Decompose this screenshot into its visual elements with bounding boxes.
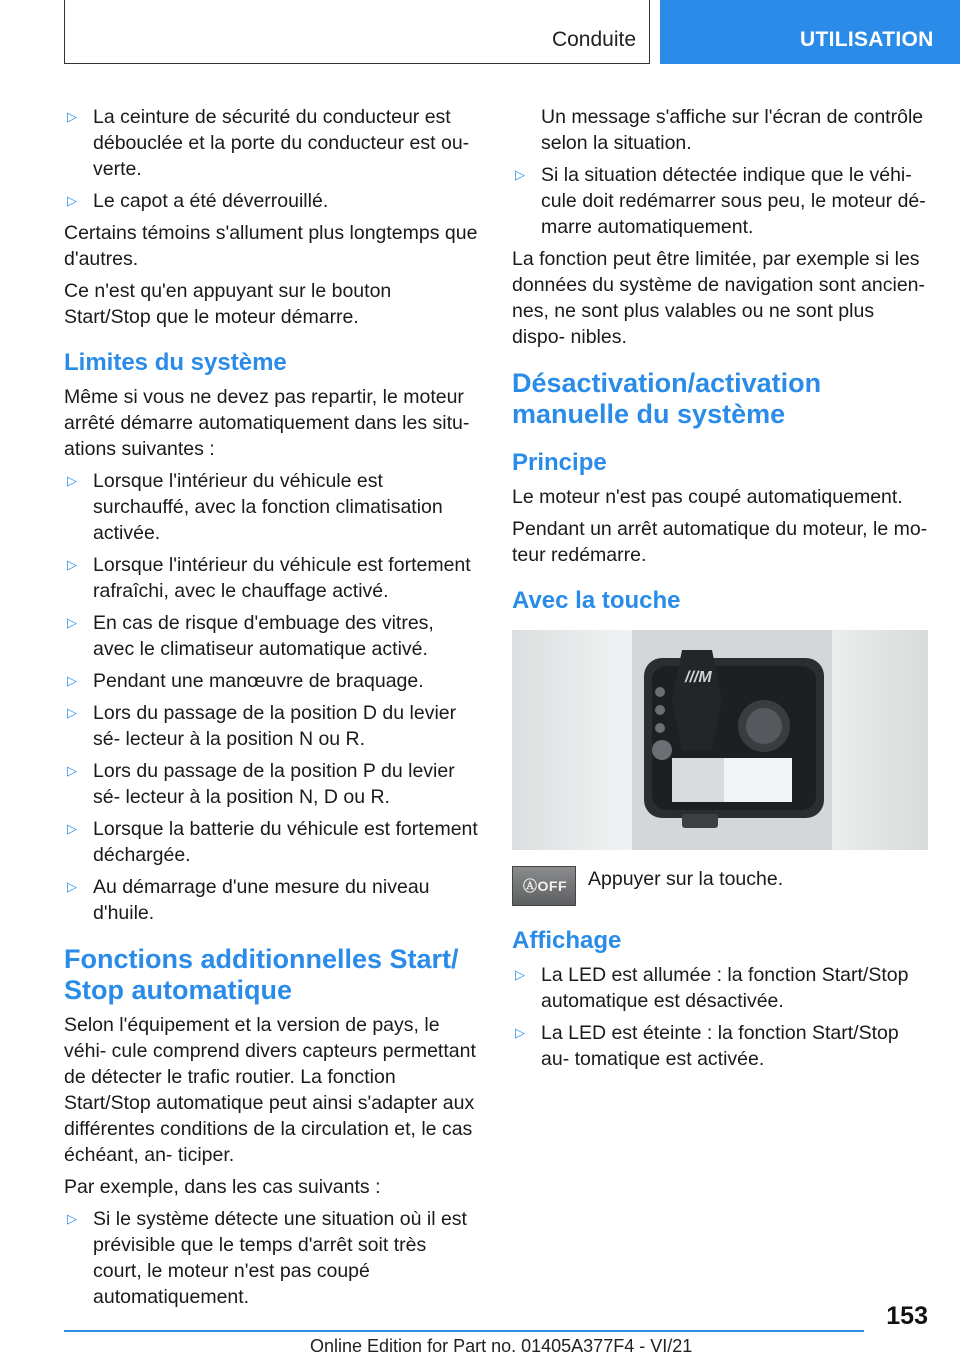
right-column [512,104,928,1078]
list-item: ▷ Pendant une manœuvre de braquage. [67,670,424,692]
paragraph: La fonction peut être limitée, par exemple si les données du système de navigation sont ancien- nes, ne sont plus valables ou ne sont plus dispo- nibles. [512,248,926,348]
list-item: ▷ Si la situation détectée indique que le véhi- cule doit redémarrer sous peu, le moteur dé- marre automatiquement. [515,164,926,238]
left-column [64,104,480,1316]
page-number: 153 [886,1302,928,1330]
triangle-right-icon: ▷ [67,557,77,572]
center-console-photo [512,630,928,850]
footer-edition: Online Edition for Part no. 01405A377F4 - VI/21 [310,1336,693,1356]
triangle-right-icon: ▷ [515,1025,525,1040]
list-item: ▷ Au démarrage d'une mesure du niveau d'huile. [67,876,430,924]
list-item: ▷ La LED est éteinte : la fonction Start/Stop au- tomatique est activée. [515,1022,899,1070]
list-item: ▷ Lorsque l'intérieur du véhicule est surchauffé, avec la fonction climatisation activée. [67,470,443,544]
triangle-right-icon: ▷ [67,821,77,836]
triangle-right-icon: ▷ [67,473,77,488]
paragraph: Pendant un arrêt automatique du moteur, le mo- teur redémarre. [512,518,928,566]
triangle-right-icon: ▷ [67,705,77,720]
list-item: ▷ En cas de risque d'embuage des vitres, avec le climatiseur automatique activé. [67,612,434,660]
triangle-right-icon: ▷ [67,615,77,630]
triangle-right-icon: ▷ [67,673,77,688]
header-chapter-label: UTILISATION [800,28,934,51]
heading-limits: Limites du système [64,349,287,376]
header-chapter-tab [660,0,960,64]
header-section-title: Conduite [551,28,636,51]
heading-additional-functions: Fonctions additionnelles Start/ Stop automatique [64,944,459,1005]
triangle-right-icon: ▷ [67,763,77,778]
heading-principle: Principe [512,449,607,476]
list-item: ▷ Lorsque la batterie du véhicule est fortement déchargée. [67,818,478,866]
triangle-right-icon: ▷ [515,967,525,982]
paragraph: Même si vous ne devez pas repartir, le moteur arrêté démarre automatiquement dans les situ- ations suivantes : [64,386,470,460]
paragraph: Selon l'équipement et la version de pays, le véhi- cule comprend divers capteurs permettant de détecter le trafic routier. La fonction Start/Stop automatique peut ainsi s'adapter aux différentes conditions de la circulation et, le cas échéant, an- ticiper. [64,1014,476,1166]
heading-display: Affichage [512,927,622,954]
paragraph: Certains témoins s'allument plus longtemps que d'autres. [64,222,478,270]
list-item-continued: Un message s'affiche sur l'écran de contrôle selon la situation. [541,106,924,154]
list-item: ▷ Lors du passage de la position D du levier sé- lecteur à la position N ou R. [67,702,457,750]
list-item: ▷ La LED est allumée : la fonction Start/Stop automatique est désactivée. [515,964,909,1012]
paragraph: Le moteur n'est pas coupé automatiquement. [512,486,903,508]
triangle-right-icon: ▷ [67,879,77,894]
list-item: ▷ Lorsque l'intérieur du véhicule est fortement rafraîchi, avec le chauffage activé. [67,554,471,602]
center-console-illustration [512,630,928,850]
svg-text:///M: ///M [685,669,712,686]
off-button-row [512,866,928,908]
triangle-right-icon: ▷ [67,1211,77,1226]
triangle-right-icon: ▷ [515,167,525,182]
paragraph: Par exemple, dans les cas suivants : [64,1176,381,1198]
list-item: ▷ Si le système détecte une situation où il est prévisible que le temps d'arrêt soit très court, le moteur n'est pas coupé automatiquement. [67,1208,467,1308]
auto-start-stop-off-icon: ⒶOFF [523,878,567,894]
triangle-right-icon: ▷ [67,193,77,208]
paragraph: Ce n'est qu'en appuyant sur le bouton Start/Stop que le moteur démarre. [64,280,392,328]
press-button-text: Appuyer sur la touche. [588,868,784,890]
footer-divider [64,1330,864,1332]
heading-with-button: Avec la touche [512,587,681,614]
triangle-right-icon: ▷ [67,109,77,124]
list-item: ▷ Lors du passage de la position P du levier sé- lecteur à la position N, D ou R. [67,760,455,808]
list-item: ▷ Le capot a été déverrouillé. [67,190,329,212]
list-item: ▷ La ceinture de sécurité du conducteur est débouclée et la porte du conducteur est ou- verte. [67,106,470,180]
auto-start-stop-off-button[interactable] [512,866,576,906]
heading-deactivation: Désactivation/activation manuelle du système [512,368,822,429]
